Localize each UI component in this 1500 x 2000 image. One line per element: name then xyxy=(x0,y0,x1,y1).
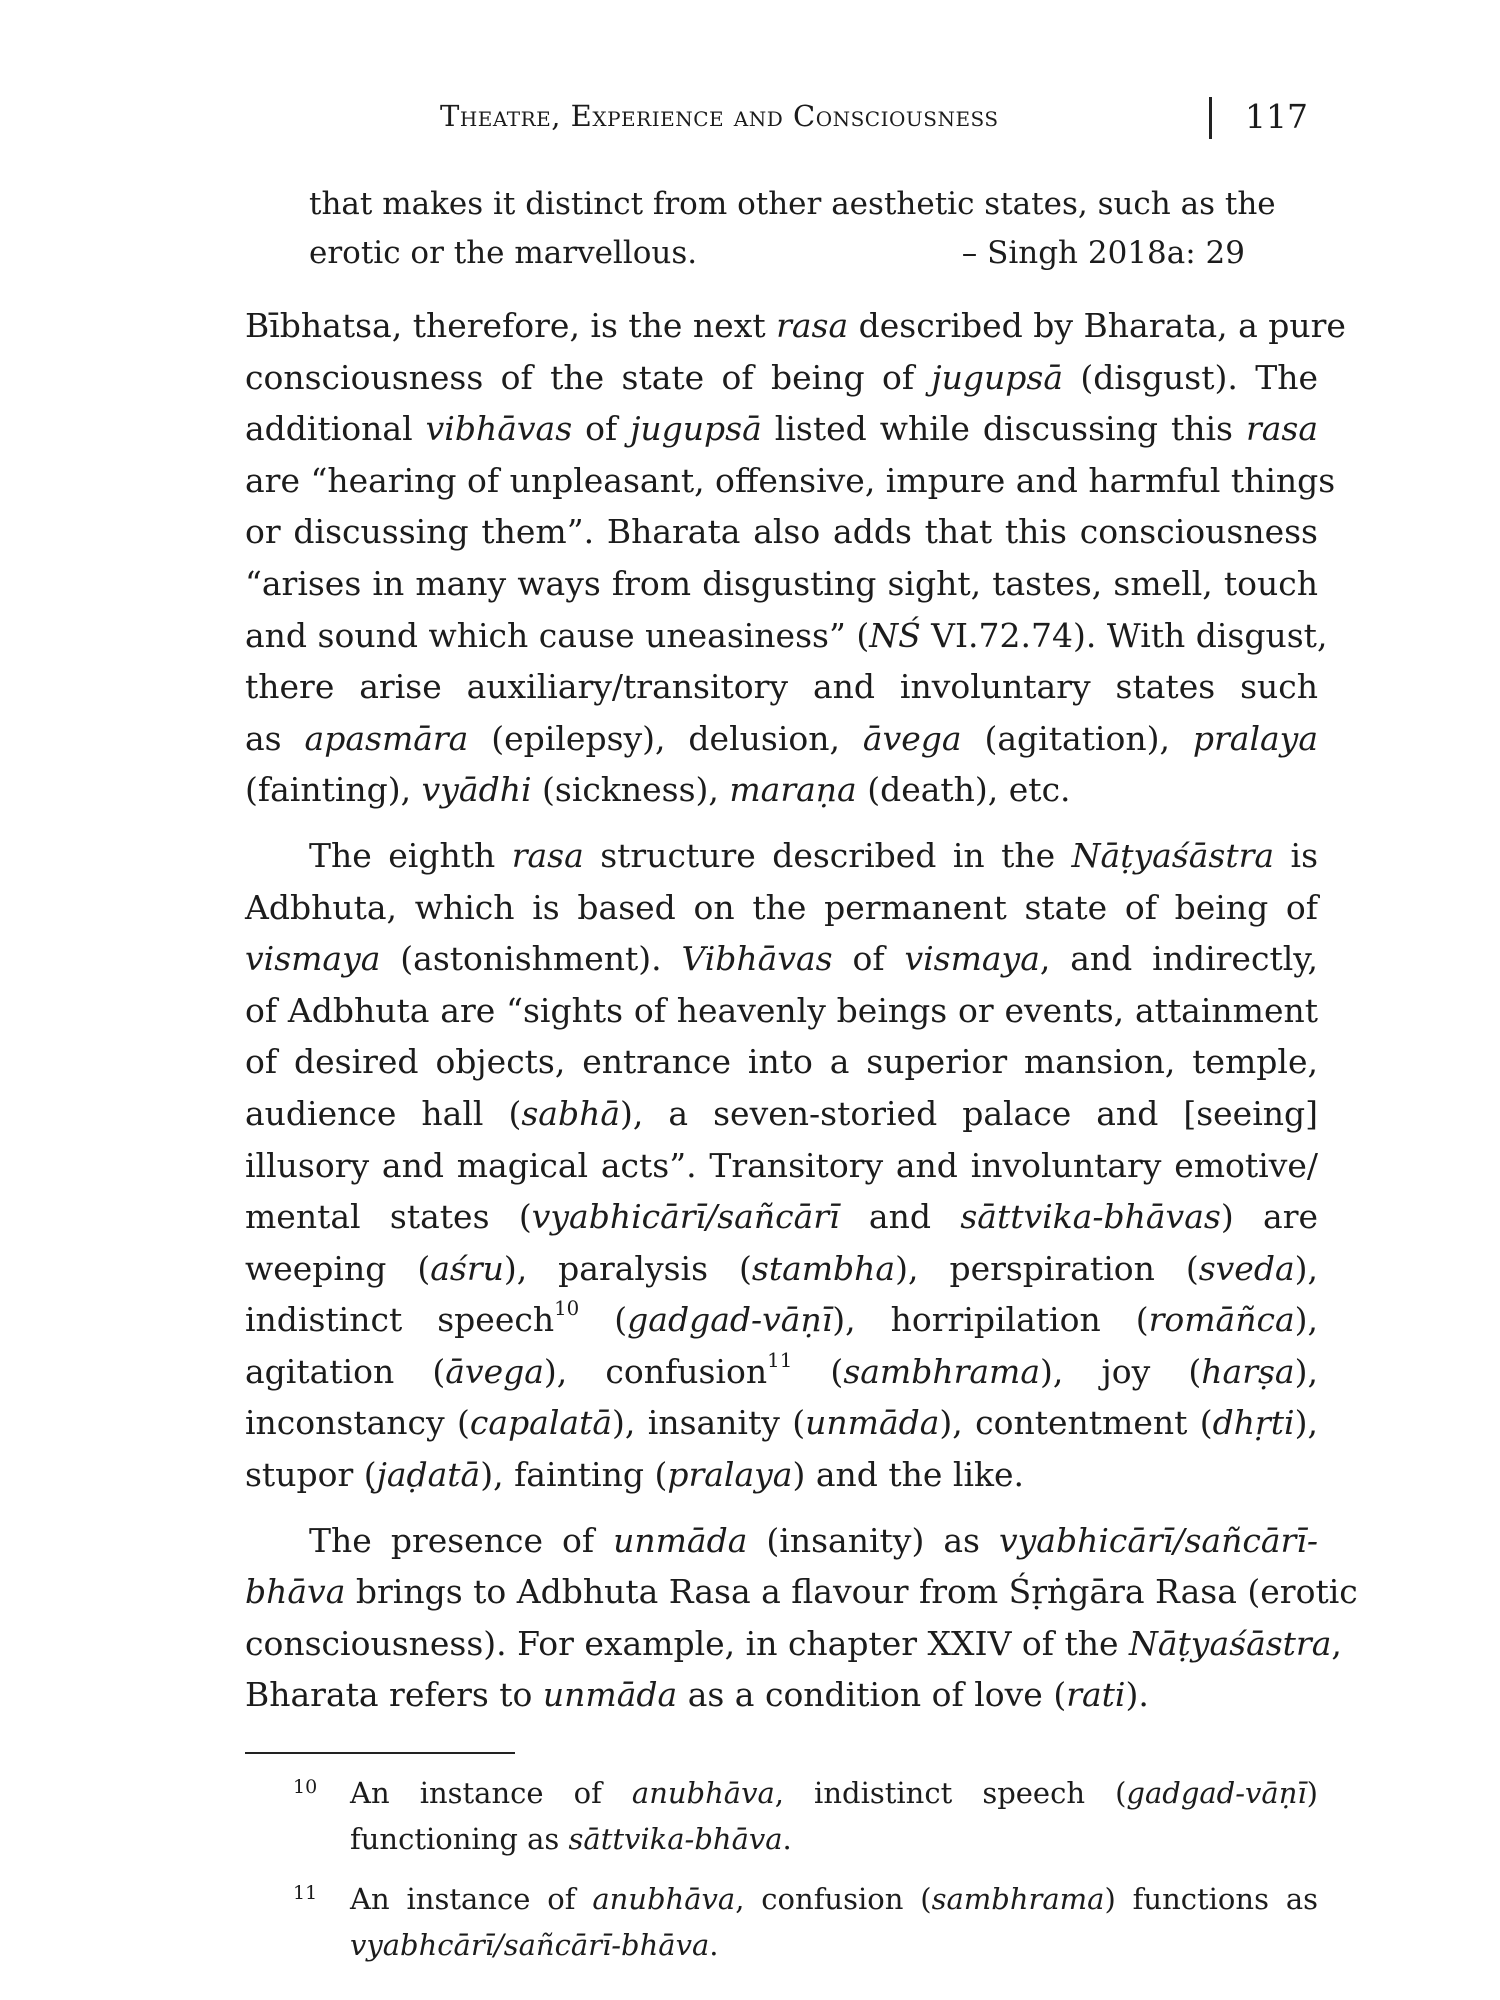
text-line: there arise auxiliary/transitory and involuntary states such xyxy=(245,667,1318,707)
footnote-11 xyxy=(245,1876,1318,1968)
text-line: and sound which cause uneasiness” (NŚ VI.72.74). With disgust, xyxy=(245,615,1328,655)
footnotes xyxy=(245,1770,1318,1982)
footnote-line: vyabhcārī/sañcārī-bhāva. xyxy=(350,1928,719,1962)
text-line: consciousness). For example, in chapter XXIV of the Nāṭyaśāstra, xyxy=(245,1623,1342,1663)
text-line: or discussing them”. Bharata also adds that this consciousness xyxy=(245,512,1318,552)
text-line: as apasmāra (epilepsy), delusion, āvega (agitation), pralaya xyxy=(245,718,1318,758)
page-number: 117 xyxy=(1245,97,1308,136)
text-line: of Adbhuta are “sights of heavenly beings or events, attainment xyxy=(245,990,1318,1030)
body-text xyxy=(245,300,1358,1735)
text-line: weeping (aśru), paralysis (stambha), perspiration (sveda), xyxy=(245,1248,1318,1288)
footnote-ref-11: 11 xyxy=(767,1349,793,1373)
text-line: of desired objects, entrance into a superior mansion, temple, xyxy=(245,1042,1318,1082)
footnote-line: functioning as sāttvika-bhāva. xyxy=(350,1822,792,1856)
text-line: indistinct speech$^{10}$ (gadgad-vāṇī), horripilation (romāñca), xyxy=(245,1297,1318,1340)
footnote-number: 11 xyxy=(293,1882,318,1904)
text-line: additional vibhāvas of jugupsā listed while discussing this rasa xyxy=(245,409,1319,449)
block-quote xyxy=(309,180,1276,278)
running-head-title: Theatre, Experience and Consciousness xyxy=(440,99,999,133)
text-line: (fainting), vyādhi (sickness), maraṇa (death), etc. xyxy=(245,770,1071,810)
text-line: are “hearing of unpleasant, offensive, impure and harmful things xyxy=(245,460,1336,500)
footnote-line: An instance of anubhāva, confusion (sambhrama) functions as xyxy=(350,1882,1319,1916)
footnote-divider xyxy=(245,1752,515,1754)
header-divider xyxy=(1209,97,1212,139)
text-line: stupor (jaḍatā), fainting (pralaya) and the like. xyxy=(245,1455,1025,1495)
text-line: illusory and magical acts”. Transitory and involuntary emotive/ xyxy=(245,1145,1318,1185)
text-line: agitation (āvega), confusion$^{11}$ (sambhrama), joy (harṣa), xyxy=(245,1349,1318,1391)
text-line: Bharata refers to unmāda as a condition of love (rati). xyxy=(245,1675,1149,1715)
running-header xyxy=(0,95,1500,145)
footnote-ref-10: 10 xyxy=(554,1297,580,1321)
text-line: mental states (vyabhicārī/sañcārī and sāttvika-bhāvas) are xyxy=(245,1197,1319,1237)
text-line: “arises in many ways from disgusting sight, tastes, smell, touch xyxy=(245,563,1318,603)
quote-line: erotic or the marvellous. xyxy=(309,235,698,271)
text-line: The presence of unmāda (insanity) as vyabhicārī/sañcārī- xyxy=(309,1520,1318,1560)
text-line: vismaya (astonishment). Vibhāvas of vismaya, and indirectly, xyxy=(245,939,1319,979)
paragraph-adbhuta xyxy=(245,830,1318,1501)
text-line: Bībhatsa, therefore, is the next rasa described by Bharata, a pure xyxy=(245,306,1346,345)
text-line: inconstancy (capalatā), insanity (unmāda), contentment (dhṛti), xyxy=(245,1403,1318,1443)
paragraph-unmada xyxy=(245,1515,1358,1721)
footnote-line: An instance of anubhāva, indistinct speech (gadgad-vāṇī) xyxy=(350,1776,1318,1810)
text-line: The eighth rasa structure described in the Nāṭyaśāstra is xyxy=(309,835,1319,875)
paragraph-bibhatsa xyxy=(245,300,1346,816)
quote-line: that makes it distinct from other aesthetic states, such as the xyxy=(309,186,1276,222)
text-line: consciousness of the state of being of jugupsā (disgust). The xyxy=(245,357,1318,397)
quote-citation: – Singh 2018a: 29 xyxy=(961,235,1245,271)
text-line: audience hall (sabhā), a seven-storied palace and [seeing] xyxy=(245,1093,1319,1133)
text-line: bhāva brings to Adbhuta Rasa a flavour from Śṛṅgāra Rasa (erotic xyxy=(245,1572,1358,1612)
quote-last-line xyxy=(309,229,1245,278)
footnote-number: 10 xyxy=(293,1776,318,1798)
footnote-10 xyxy=(245,1770,1318,1862)
text-line: Adbhuta, which is based on the permanent state of being of xyxy=(245,887,1318,927)
